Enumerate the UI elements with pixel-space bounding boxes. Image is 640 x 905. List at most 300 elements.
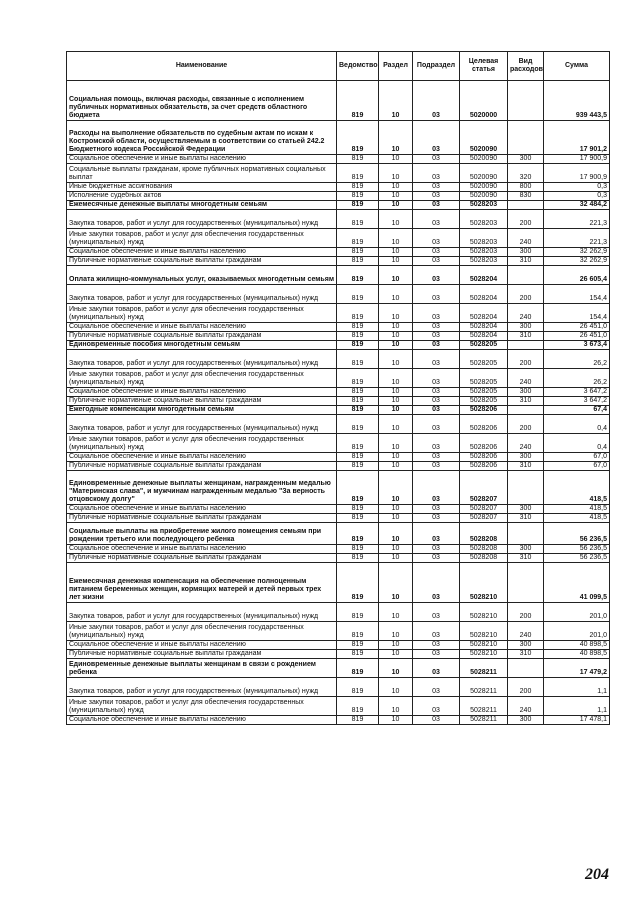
cell-ved: 819 [337,210,379,229]
cell-podrazdel: 03 [413,514,460,523]
cell-razdel: 10 [379,183,413,192]
cell-sum: 26,2 [544,369,610,388]
cell-ved: 819 [337,716,379,725]
table-row [67,229,610,248]
cell-cs: 5028203 [460,248,508,257]
cell-cs: 5028207 [460,471,508,505]
cell-name: Публичные нормативные социальные выплаты гражданам [67,332,337,341]
cell-razdel: 10 [379,471,413,505]
cell-podrazdel: 03 [413,121,460,155]
cell-podrazdel: 03 [413,434,460,453]
cell-cs: 5028205 [460,397,508,406]
cell-razdel: 10 [379,415,413,434]
cell-cs: 5028205 [460,350,508,369]
table-row [67,155,610,164]
cell-razdel: 10 [379,650,413,659]
col-header-cs: Целевая статья [460,52,508,81]
table-row [67,603,610,622]
col-header-sum: Сумма [544,52,610,81]
cell-ved: 819 [337,201,379,210]
cell-razdel: 10 [379,341,413,350]
table-row [67,453,610,462]
cell-sum: 0,3 [544,183,610,192]
cell-vr: 310 [508,332,544,341]
cell-podrazdel: 03 [413,697,460,716]
cell-sum: 418,5 [544,505,610,514]
cell-sum: 1,1 [544,678,610,697]
cell-sum: 221,3 [544,210,610,229]
cell-razdel: 10 [379,678,413,697]
cell-name: Закупка товаров, работ и услуг для государственных (муниципальных) нужд [67,285,337,304]
cell-ved: 819 [337,505,379,514]
cell-vr: 320 [508,164,544,183]
cell-podrazdel: 03 [413,285,460,304]
cell-ved: 819 [337,471,379,505]
cell-cs: 5028204 [460,285,508,304]
cell-cs: 5028204 [460,323,508,332]
cell-ved: 819 [337,523,379,545]
cell-razdel: 10 [379,554,413,563]
cell-sum: 418,5 [544,514,610,523]
cell-razdel: 10 [379,434,413,453]
table-row [67,304,610,323]
table-row [67,266,610,285]
cell-razdel: 10 [379,266,413,285]
cell-name: Закупка товаров, работ и услуг для государственных (муниципальных) нужд [67,603,337,622]
cell-ved: 819 [337,121,379,155]
cell-ved: 819 [337,266,379,285]
cell-name: Социальное обеспечение и иные выплаты населению [67,388,337,397]
cell-cs: 5028211 [460,659,508,678]
cell-podrazdel: 03 [413,369,460,388]
cell-name: Закупка товаров, работ и услуг для государственных (муниципальных) нужд [67,678,337,697]
cell-ved: 819 [337,603,379,622]
cell-razdel: 10 [379,323,413,332]
cell-vr [508,406,544,415]
cell-sum: 32 262,9 [544,248,610,257]
table-row [67,545,610,554]
cell-sum: 418,5 [544,471,610,505]
cell-podrazdel: 03 [413,471,460,505]
cell-podrazdel: 03 [413,350,460,369]
cell-cs: 5028207 [460,514,508,523]
table-row [67,164,610,183]
table-row [67,369,610,388]
table-row [67,350,610,369]
cell-name: Расходы на выполнение обязательств по судебным актам по искам к Костромской области, осуществляемым в соответствии со статьей 242.2 Бюджетного кодекса Российской Федерации [67,121,337,155]
cell-vr [508,341,544,350]
cell-podrazdel: 03 [413,523,460,545]
cell-ved: 819 [337,248,379,257]
cell-ved: 819 [337,164,379,183]
cell-sum: 67,4 [544,406,610,415]
cell-sum: 201,0 [544,622,610,641]
cell-ved: 819 [337,369,379,388]
cell-cs: 5028207 [460,505,508,514]
cell-sum: 0,4 [544,415,610,434]
cell-sum: 26 451,0 [544,323,610,332]
cell-vr: 240 [508,622,544,641]
cell-razdel: 10 [379,201,413,210]
table-row [67,257,610,266]
table-row [67,81,610,121]
cell-podrazdel: 03 [413,323,460,332]
cell-podrazdel: 03 [413,388,460,397]
cell-vr [508,471,544,505]
cell-name: Публичные нормативные социальные выплаты гражданам [67,514,337,523]
cell-name: Единовременные денежные выплаты женщинам, награжденным медалью "Материнская слава", и мужчинам награжденным медалью "За верность отцовскому долгу" [67,471,337,505]
cell-sum: 221,3 [544,229,610,248]
cell-razdel: 10 [379,523,413,545]
cell-sum: 3 647,2 [544,388,610,397]
cell-sum: 154,4 [544,304,610,323]
cell-cs: 5028211 [460,697,508,716]
cell-podrazdel: 03 [413,257,460,266]
cell-vr: 300 [508,248,544,257]
table-row [67,415,610,434]
cell-razdel: 10 [379,210,413,229]
table-row [67,505,610,514]
cell-vr [508,563,544,603]
cell-cs: 5020000 [460,81,508,121]
cell-vr: 200 [508,350,544,369]
cell-vr [508,201,544,210]
cell-name: Ежегодные компенсации многодетным семьям [67,406,337,415]
cell-name: Публичные нормативные социальные выплаты гражданам [67,462,337,471]
table-row [67,285,610,304]
cell-podrazdel: 03 [413,505,460,514]
cell-podrazdel: 03 [413,415,460,434]
cell-cs: 5028211 [460,716,508,725]
cell-name: Социальное обеспечение и иные выплаты населению [67,641,337,650]
cell-razdel: 10 [379,406,413,415]
cell-podrazdel: 03 [413,155,460,164]
cell-cs: 5028205 [460,369,508,388]
cell-ved: 819 [337,155,379,164]
cell-cs: 5020090 [460,164,508,183]
cell-ved: 819 [337,192,379,201]
cell-cs: 5028210 [460,641,508,650]
cell-sum: 26 451,0 [544,332,610,341]
cell-cs: 5028210 [460,603,508,622]
cell-cs: 5028208 [460,545,508,554]
cell-sum: 32 262,9 [544,257,610,266]
table-row [67,641,610,650]
cell-razdel: 10 [379,462,413,471]
cell-sum: 1,1 [544,697,610,716]
table-row [67,659,610,678]
cell-podrazdel: 03 [413,678,460,697]
cell-name: Закупка товаров, работ и услуг для государственных (муниципальных) нужд [67,210,337,229]
cell-vr [508,523,544,545]
cell-ved: 819 [337,545,379,554]
cell-vr: 300 [508,545,544,554]
cell-podrazdel: 03 [413,304,460,323]
cell-razdel: 10 [379,603,413,622]
table-row [67,201,610,210]
cell-podrazdel: 03 [413,164,460,183]
cell-razdel: 10 [379,332,413,341]
table-row [67,678,610,697]
cell-podrazdel: 03 [413,210,460,229]
cell-razdel: 10 [379,155,413,164]
cell-razdel: 10 [379,304,413,323]
cell-ved: 819 [337,229,379,248]
cell-vr: 240 [508,434,544,453]
table-row [67,563,610,603]
page-number: 204 [585,866,609,883]
cell-cs: 5028203 [460,257,508,266]
col-header-razdel: Раздел [379,52,413,81]
cell-podrazdel: 03 [413,332,460,341]
cell-name: Социальное обеспечение и иные выплаты населению [67,155,337,164]
cell-sum: 32 484,2 [544,201,610,210]
cell-vr [508,266,544,285]
cell-cs: 5028206 [460,434,508,453]
cell-vr: 310 [508,257,544,266]
cell-podrazdel: 03 [413,192,460,201]
cell-cs: 5028206 [460,462,508,471]
table-row [67,388,610,397]
table-row [67,323,610,332]
table-row [67,697,610,716]
cell-sum: 154,4 [544,285,610,304]
cell-sum: 56 236,5 [544,554,610,563]
cell-cs: 5028210 [460,563,508,603]
cell-ved: 819 [337,659,379,678]
cell-sum: 17 478,1 [544,716,610,725]
cell-ved: 819 [337,285,379,304]
cell-vr: 300 [508,453,544,462]
cell-name: Публичные нормативные социальные выплаты гражданам [67,650,337,659]
cell-sum: 3 647,2 [544,397,610,406]
cell-sum: 67,0 [544,462,610,471]
cell-vr: 310 [508,554,544,563]
cell-vr [508,659,544,678]
cell-podrazdel: 03 [413,462,460,471]
cell-vr: 830 [508,192,544,201]
cell-cs: 5028204 [460,304,508,323]
cell-razdel: 10 [379,248,413,257]
cell-ved: 819 [337,81,379,121]
table-row [67,183,610,192]
cell-cs: 5028204 [460,332,508,341]
cell-cs: 5028206 [460,406,508,415]
cell-name: Единовременные пособия многодетным семьям [67,341,337,350]
cell-podrazdel: 03 [413,659,460,678]
table-row [67,622,610,641]
cell-vr: 300 [508,323,544,332]
cell-razdel: 10 [379,545,413,554]
cell-podrazdel: 03 [413,622,460,641]
cell-razdel: 10 [379,121,413,155]
table-row [67,514,610,523]
cell-cs: 5020090 [460,155,508,164]
cell-razdel: 10 [379,641,413,650]
cell-podrazdel: 03 [413,406,460,415]
cell-sum: 0,4 [544,434,610,453]
cell-ved: 819 [337,434,379,453]
cell-ved: 819 [337,257,379,266]
cell-name: Социальное обеспечение и иные выплаты населению [67,545,337,554]
cell-razdel: 10 [379,563,413,603]
cell-razdel: 10 [379,697,413,716]
table-row [67,554,610,563]
table-row [67,248,610,257]
table-row [67,471,610,505]
cell-ved: 819 [337,415,379,434]
table-row [67,121,610,155]
cell-name: Ежемесячная денежная компенсация на обеспечение полноценным питанием беременных женщин, кормящих матерей и детей первых трех лет жизни [67,563,337,603]
cell-name: Публичные нормативные социальные выплаты гражданам [67,554,337,563]
cell-razdel: 10 [379,397,413,406]
cell-razdel: 10 [379,350,413,369]
cell-vr: 300 [508,716,544,725]
cell-name: Социальные выплаты на приобретение жилого помещения семьям при рождении третьего или последующего ребенка [67,523,337,545]
col-header-ved: Ведомство [337,52,379,81]
cell-vr: 200 [508,285,544,304]
cell-cs: 5020090 [460,183,508,192]
cell-vr: 300 [508,388,544,397]
cell-cs: 5028205 [460,341,508,350]
table-row [67,192,610,201]
cell-name: Иные закупки товаров, работ и услуг для обеспечения государственных (муниципальных) нужд [67,434,337,453]
cell-ved: 819 [337,641,379,650]
cell-cs: 5028203 [460,229,508,248]
table-row [67,397,610,406]
cell-razdel: 10 [379,192,413,201]
cell-vr: 240 [508,229,544,248]
cell-cs: 5028204 [460,266,508,285]
cell-name: Закупка товаров, работ и услуг для государственных (муниципальных) нужд [67,350,337,369]
cell-sum: 3 673,4 [544,341,610,350]
cell-name: Оплата жилищно-коммунальных услуг, оказываемых многодетным семьям [67,266,337,285]
cell-name: Социальное обеспечение и иные выплаты населению [67,716,337,725]
cell-ved: 819 [337,341,379,350]
col-header-podrazdel: Подраздел [413,52,460,81]
cell-podrazdel: 03 [413,201,460,210]
table-row [67,650,610,659]
col-header-name: Наименование [67,52,337,81]
cell-sum: 17 900,9 [544,155,610,164]
cell-vr: 200 [508,603,544,622]
cell-name: Социальное обеспечение и иные выплаты населению [67,323,337,332]
cell-sum: 67,0 [544,453,610,462]
table-row [67,406,610,415]
cell-ved: 819 [337,323,379,332]
cell-cs: 5028205 [460,388,508,397]
cell-ved: 819 [337,453,379,462]
cell-vr: 310 [508,514,544,523]
table-row [67,341,610,350]
table-row [67,434,610,453]
cell-razdel: 10 [379,514,413,523]
cell-name: Иные закупки товаров, работ и услуг для обеспечения государственных (муниципальных) нужд [67,369,337,388]
table-header-row [67,52,610,81]
budget-table-sheet [66,51,609,725]
cell-razdel: 10 [379,388,413,397]
table-row [67,210,610,229]
cell-cs: 5020090 [460,192,508,201]
cell-vr [508,121,544,155]
cell-name: Закупка товаров, работ и услуг для государственных (муниципальных) нужд [67,415,337,434]
cell-name: Исполнение судебных актов [67,192,337,201]
cell-cs: 5028206 [460,453,508,462]
cell-name: Иные бюджетные ассигнования [67,183,337,192]
cell-ved: 819 [337,304,379,323]
cell-vr: 200 [508,210,544,229]
cell-sum: 40 898,5 [544,641,610,650]
cell-name: Иные закупки товаров, работ и услуг для обеспечения государственных (муниципальных) нужд [67,229,337,248]
cell-sum: 26,2 [544,350,610,369]
cell-name: Иные закупки товаров, работ и услуг для обеспечения государственных (муниципальных) нужд [67,697,337,716]
cell-cs: 5028211 [460,678,508,697]
cell-razdel: 10 [379,257,413,266]
cell-ved: 819 [337,350,379,369]
cell-razdel: 10 [379,229,413,248]
cell-cs: 5028208 [460,554,508,563]
cell-vr: 310 [508,397,544,406]
cell-ved: 819 [337,622,379,641]
cell-vr: 240 [508,304,544,323]
cell-podrazdel: 03 [413,545,460,554]
table-body [67,81,610,725]
cell-cs: 5028203 [460,210,508,229]
cell-vr: 300 [508,505,544,514]
cell-ved: 819 [337,563,379,603]
cell-ved: 819 [337,183,379,192]
cell-name: Публичные нормативные социальные выплаты гражданам [67,257,337,266]
cell-name: Единовременные денежные выплаты женщинам в связи с рождением ребенка [67,659,337,678]
cell-razdel: 10 [379,453,413,462]
cell-ved: 819 [337,697,379,716]
cell-vr: 200 [508,678,544,697]
cell-razdel: 10 [379,659,413,678]
cell-sum: 201,0 [544,603,610,622]
cell-sum: 40 898,5 [544,650,610,659]
cell-name: Социальное обеспечение и иные выплаты населению [67,453,337,462]
cell-sum: 56 236,5 [544,523,610,545]
cell-podrazdel: 03 [413,397,460,406]
cell-sum: 26 605,4 [544,266,610,285]
cell-vr: 300 [508,641,544,650]
cell-vr: 310 [508,650,544,659]
cell-podrazdel: 03 [413,554,460,563]
cell-name: Ежемесячные денежные выплаты многодетным семьям [67,201,337,210]
cell-podrazdel: 03 [413,650,460,659]
cell-vr: 240 [508,369,544,388]
cell-name: Социальные выплаты гражданам, кроме публичных нормативных социальных выплат [67,164,337,183]
table-row [67,462,610,471]
cell-podrazdel: 03 [413,81,460,121]
table-row [67,716,610,725]
cell-ved: 819 [337,462,379,471]
cell-cs: 5028206 [460,415,508,434]
cell-ved: 819 [337,406,379,415]
cell-ved: 819 [337,388,379,397]
cell-vr: 310 [508,462,544,471]
cell-sum: 17 900,9 [544,164,610,183]
cell-sum: 41 099,5 [544,563,610,603]
budget-table [66,51,610,725]
cell-sum: 56 236,5 [544,545,610,554]
cell-podrazdel: 03 [413,716,460,725]
cell-cs: 5028210 [460,622,508,641]
cell-podrazdel: 03 [413,341,460,350]
cell-razdel: 10 [379,81,413,121]
cell-podrazdel: 03 [413,641,460,650]
cell-name: Иные закупки товаров, работ и услуг для обеспечения государственных (муниципальных) нужд [67,304,337,323]
